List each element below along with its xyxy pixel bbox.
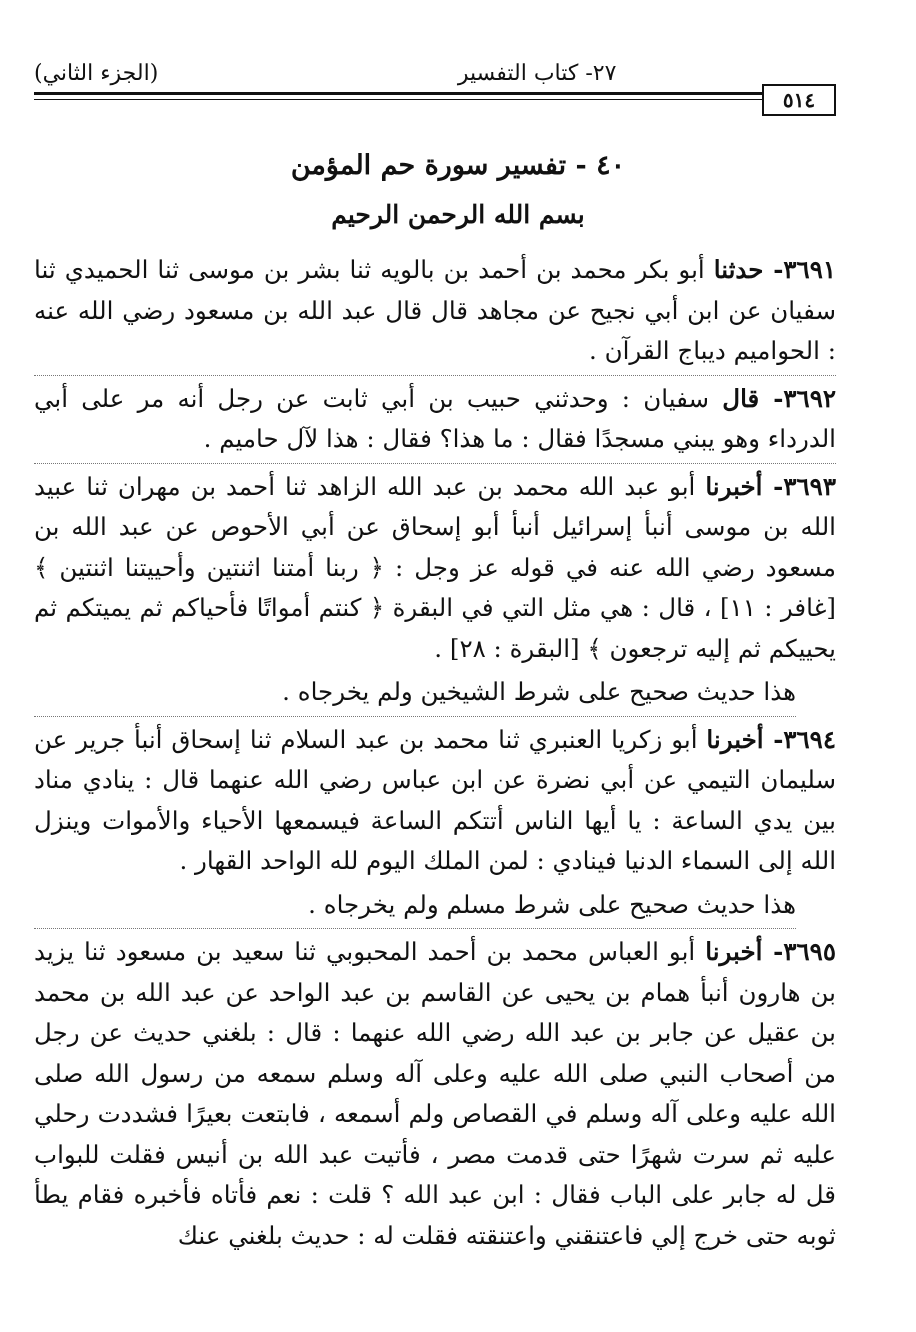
hadith-text: أبو العباس محمد بن أحمد المحبوبي ثنا سعيد بن مسعود ثنا يزيد بن هارون أنبأ همام بن يحيى عن القاسم بن عبد الواحد عن عبد الله بن محمد بن عقيل عن جابر بن عبد الله رضي الله عنهما : قال : بلغني حديث عن رجل من أصحاب النبي صلى الله عليه وعلى آله وسلم سمعه من رسول الله صلى الله عليه وعلى آله وسلم في القصاص ولم أسمعه ، فابتعت بعيرًا فشددت رحلي عليه ثم سرت شهرًا حتى قدمت مصر ، فأتيت عبد الله بن أنيس فقلت للبواب قل له جابر على الباب فقال : ابن عبد الله ؟ قلت : نعم فأتاه فأخبره فقام يطأ ثوبه حتى خرج إلي فاعتنقني واعتنقته فقلت له : حديث بلغني عنك	[34, 937, 836, 1250]
body-text	[34, 250, 836, 1262]
hadith-text: أبو عبد الله محمد بن عبد الله الزاهد ثنا أحمد بن مهران ثنا عبيد الله بن موسى أنبأ إسرائيل أنبأ أبو إسحاق عن أبي الأحوص عن عبد الله بن مسعود رضي الله عنه في قوله عز وجل : ﴿ ربنا أمتنا اثنتين وأحييتنا اثنتين ﴾ [غافر : ١١] ، قال : هي مثل التي في البقرة ﴿ كنتم أمواتًا فأحياكم ثم يميتكم ثم يحييكم ثم إليه ترجعون ﴾ [البقرة : ٢٨] .	[34, 471, 836, 663]
hadith-number: ٣٦٩٤	[783, 724, 836, 754]
hadith-lead: أخبرنا	[706, 724, 764, 754]
hadith-number: ٣٦٩٣	[783, 471, 836, 501]
hadith-entry: ٣٦٩٥- أخبرنا أبو العباس محمد بن أحمد المحبوبي ثنا سعيد بن مسعود ثنا يزيد بن هارون أنبأ همام بن يحيى عن القاسم بن عبد الواحد عن عبد الله بن محمد بن عقيل عن جابر بن عبد الله رضي الله عنهما : قال : بلغني حديث عن رجل من أصحاب النبي صلى الله عليه وعلى آله وسلم سمعه من رسول الله صلى الله عليه وعلى آله وسلم في القصاص ولم أسمعه ، فابتعت بعيرًا فشددت رحلي عليه ثم سرت شهرًا حتى قدمت مصر ، فأتيت عبد الله بن أنيس فقلت للبواب قل له جابر على الباب فقال : ابن عبد الله ؟ قلت : نعم فأتاه فأخبره فقام يطأ ثوبه حتى خرج إلي فاعتنقني واعتنقته فقلت له : حديث بلغني عنك	[34, 937, 836, 1250]
hadith-text: أبو زكريا العنبري ثنا محمد بن عبد السلام ثنا إسحاق أنبأ جرير عن سليمان التيمي عن أبي نضرة عن ابن عباس رضي الله عنهما قال : ينادي مناد بين يدي الساعة : يا أيها الناس أتتكم الساعة فيسمعها الأحياء والأموات وينزل الله إلى السماء الدنيا فينادي : لمن الملك اليوم لله الواحد القهار .	[34, 724, 836, 875]
book-title: ٢٧- كتاب التفسير	[457, 60, 617, 86]
hadith-lead: حدثنا	[713, 255, 764, 284]
part-label: (الجزء الثاني)	[34, 60, 159, 86]
hadith-lead: قال	[722, 383, 760, 413]
hadith-entry: ٣٦٩٣- أخبرنا أبو عبد الله محمد بن عبد الله الزاهد ثنا أحمد بن مهران ثنا عبيد الله بن موسى أنبأ إسرائيل أنبأ أبو إسحاق عن أبي الأحوص عن عبد الله بن مسعود رضي الله عنه في قوله عز وجل : ﴿ ربنا أمتنا اثنتين وأحييتنا اثنتين ﴾ [غافر : ١١] ، قال : هي مثل التي في البقرة ﴿ كنتم أمواتًا فأحياكم ثم يميتكم ثم يحييكم ثم إليه ترجعون ﴾ [البقرة : ٢٨] .	[34, 471, 836, 663]
hadith-text: أبو بكر محمد بن أحمد بن بالويه ثنا بشر بن موسى ثنا الحميدي ثنا سفيان عن ابن أبي نجيح عن مجاهد قال قال عبد الله بن مسعود رضي الله عنه : الحواميم ديباج القرآن .	[34, 255, 836, 365]
page-number: ٥١٤	[782, 88, 816, 112]
hadith-number: ٣٦٩٢	[783, 383, 837, 413]
hadith-number: ٣٦٩١	[783, 255, 837, 284]
header-rule-thin	[34, 99, 836, 100]
hadith-entry: ٣٦٩٢- قال سفيان : وحدثني حبيب بن أبي ثابت عن رجل أنه مر على أبي الدرداء وهو يبني مسجدًا فقال : ما هذا؟ فقال : هذا لآل حاميم .	[34, 379, 836, 464]
hadith-verdict: هذا حديث صحيح على شرط مسلم ولم يخرجاه .	[34, 885, 796, 930]
section-title: ٤٠ - تفسير سورة حم المؤمن	[290, 150, 626, 181]
hadith-lead: أخبرنا	[705, 471, 763, 501]
hadith-text: سفيان : وحدثني حبيب بن أبي ثابت عن رجل أنه مر على أبي الدرداء وهو يبني مسجدًا فقال : ما هذا؟ فقال : هذا لآل حاميم .	[34, 383, 836, 453]
header-rule-thick	[34, 92, 836, 95]
page-number-box	[762, 84, 836, 116]
basmala: بسم الله الرحمن الرحيم	[331, 200, 585, 229]
running-header	[34, 56, 836, 90]
hadith-entry: ٣٦٩٤- أخبرنا أبو زكريا العنبري ثنا محمد بن عبد السلام ثنا إسحاق أنبأ جرير عن سليمان التيمي عن أبي نضرة عن ابن عباس رضي الله عنهما قال : ينادي مناد بين يدي الساعة : يا أيها الناس أتتكم الساعة فيسمعها الأحياء والأموات وينزل الله إلى السماء الدنيا فينادي : لمن الملك اليوم لله الواحد القهار .	[34, 724, 836, 875]
hadith-verdict: هذا حديث صحيح على شرط الشيخين ولم يخرجاه .	[34, 672, 796, 717]
hadith-number: ٣٦٩٥	[783, 937, 836, 966]
hadith-lead: أخبرنا	[705, 937, 763, 966]
hadith-entry: ٣٦٩١- حدثنا أبو بكر محمد بن أحمد بن بالويه ثنا بشر بن موسى ثنا الحميدي ثنا سفيان عن ابن أبي نجيح عن مجاهد قال قال عبد الله بن مسعود رضي الله عنه : الحواميم ديباج القرآن .	[34, 250, 836, 376]
